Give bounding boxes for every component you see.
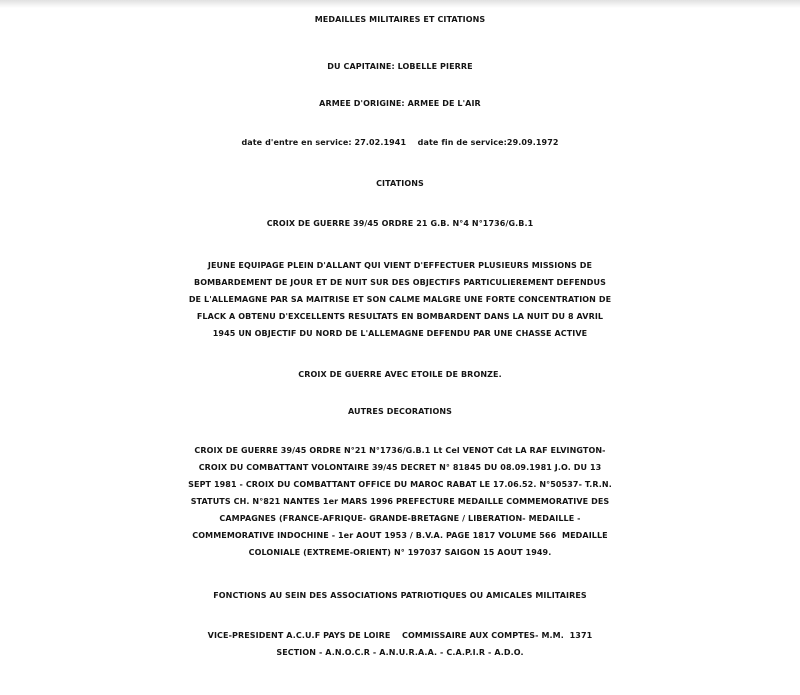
citation-line: 1945 UN OBJECTIF DU NORD DE L'ALLEMAGNE DEFENDU PAR UNE CHASSE ACTIVE <box>212 329 588 338</box>
fonctions-line: SECTION - A.N.O.C.R - A.N.U.R.A.A. - C.A.P.I.R - A.D.O. <box>276 648 524 657</box>
citation-line: JEUNE EQUIPAGE PLEIN D'ALLANT QUI VIENT D'EFFECTUER PLUSIEURS MISSIONS DE <box>207 261 593 270</box>
decorations-line: SEPT 1981 - CROIX DU COMBATTANT OFFICE DU MAROC RABAT LE 17.06.52. N°50537- T.R.N. <box>188 480 612 489</box>
citation-line: DE L'ALLEMAGNE PAR SA MAITRISE ET SON CALME MALGRE UNE FORTE CONCENTRATION DE <box>188 295 612 304</box>
citation-line: FLACK A OBTENU D'EXCELLENTS RESULTATS EN BOMBARDENT DANS LA NUIT DU 8 AVRIL <box>196 312 604 321</box>
decorations-line: CROIX DE GUERRE 39/45 ORDRE N°21 N°1736/G.B.1 Lt Cel VENOT Cdt LA RAF ELVINGTON- <box>194 446 606 455</box>
service-dates: date d'entre en service: 27.02.1941 date fin de service:29.09.1972 <box>241 138 559 147</box>
captain-name: DU CAPITAINE: LOBELLE PIERRE <box>327 62 473 71</box>
fonctions-heading: FONCTIONS AU SEIN DES ASSOCIATIONS PATRIOTIQUES OU AMICALES MILITAIRES <box>213 591 587 600</box>
decorations-line: COMMEMORATIVE INDOCHINE - 1er AOUT 1953 / B.V.A. PAGE 1817 VOLUME 566 MEDAILLE <box>192 531 608 540</box>
scan-edge <box>0 0 800 8</box>
citation-line: BOMBARDEMENT DE JOUR ET DE NUIT SUR DES OBJECTIFS PARTICULIEREMENT DEFENDUS <box>194 278 606 287</box>
army-origin: ARMEE D'ORIGINE: ARMEE DE L'AIR <box>319 99 481 108</box>
fonctions-line: VICE-PRESIDENT A.C.U.F PAYS DE LOIRE COMMISSAIRE AUX COMPTES- M.M. 1371 <box>207 631 593 640</box>
decorations-line: CROIX DU COMBATTANT VOLONTAIRE 39/45 DECRET N° 81845 DU 08.09.1981 J.O. DU 13 <box>198 463 602 472</box>
document-title: MEDAILLES MILITAIRES ET CITATIONS <box>314 15 486 24</box>
etoile-bronze-line: CROIX DE GUERRE AVEC ETOILE DE BRONZE. <box>298 370 502 379</box>
croix-de-guerre-heading: CROIX DE GUERRE 39/45 ORDRE 21 G.B. N°4 N°1736/G.B.1 <box>266 219 534 228</box>
decorations-line: STATUTS CH. N°821 NANTES 1er MARS 1996 PREFECTURE MEDAILLE COMMEMORATIVE DES <box>190 497 610 506</box>
decorations-line: COLONIALE (EXTREME-ORIENT) N° 197037 SAIGON 15 AOUT 1949. <box>248 548 552 557</box>
decorations-line: CAMPAGNES (FRANCE-AFRIQUE- GRANDE-BRETAGNE / LIBERATION- MEDAILLE - <box>219 514 581 523</box>
autres-decorations-heading: AUTRES DECORATIONS <box>347 407 453 416</box>
citations-heading: CITATIONS <box>376 179 424 188</box>
